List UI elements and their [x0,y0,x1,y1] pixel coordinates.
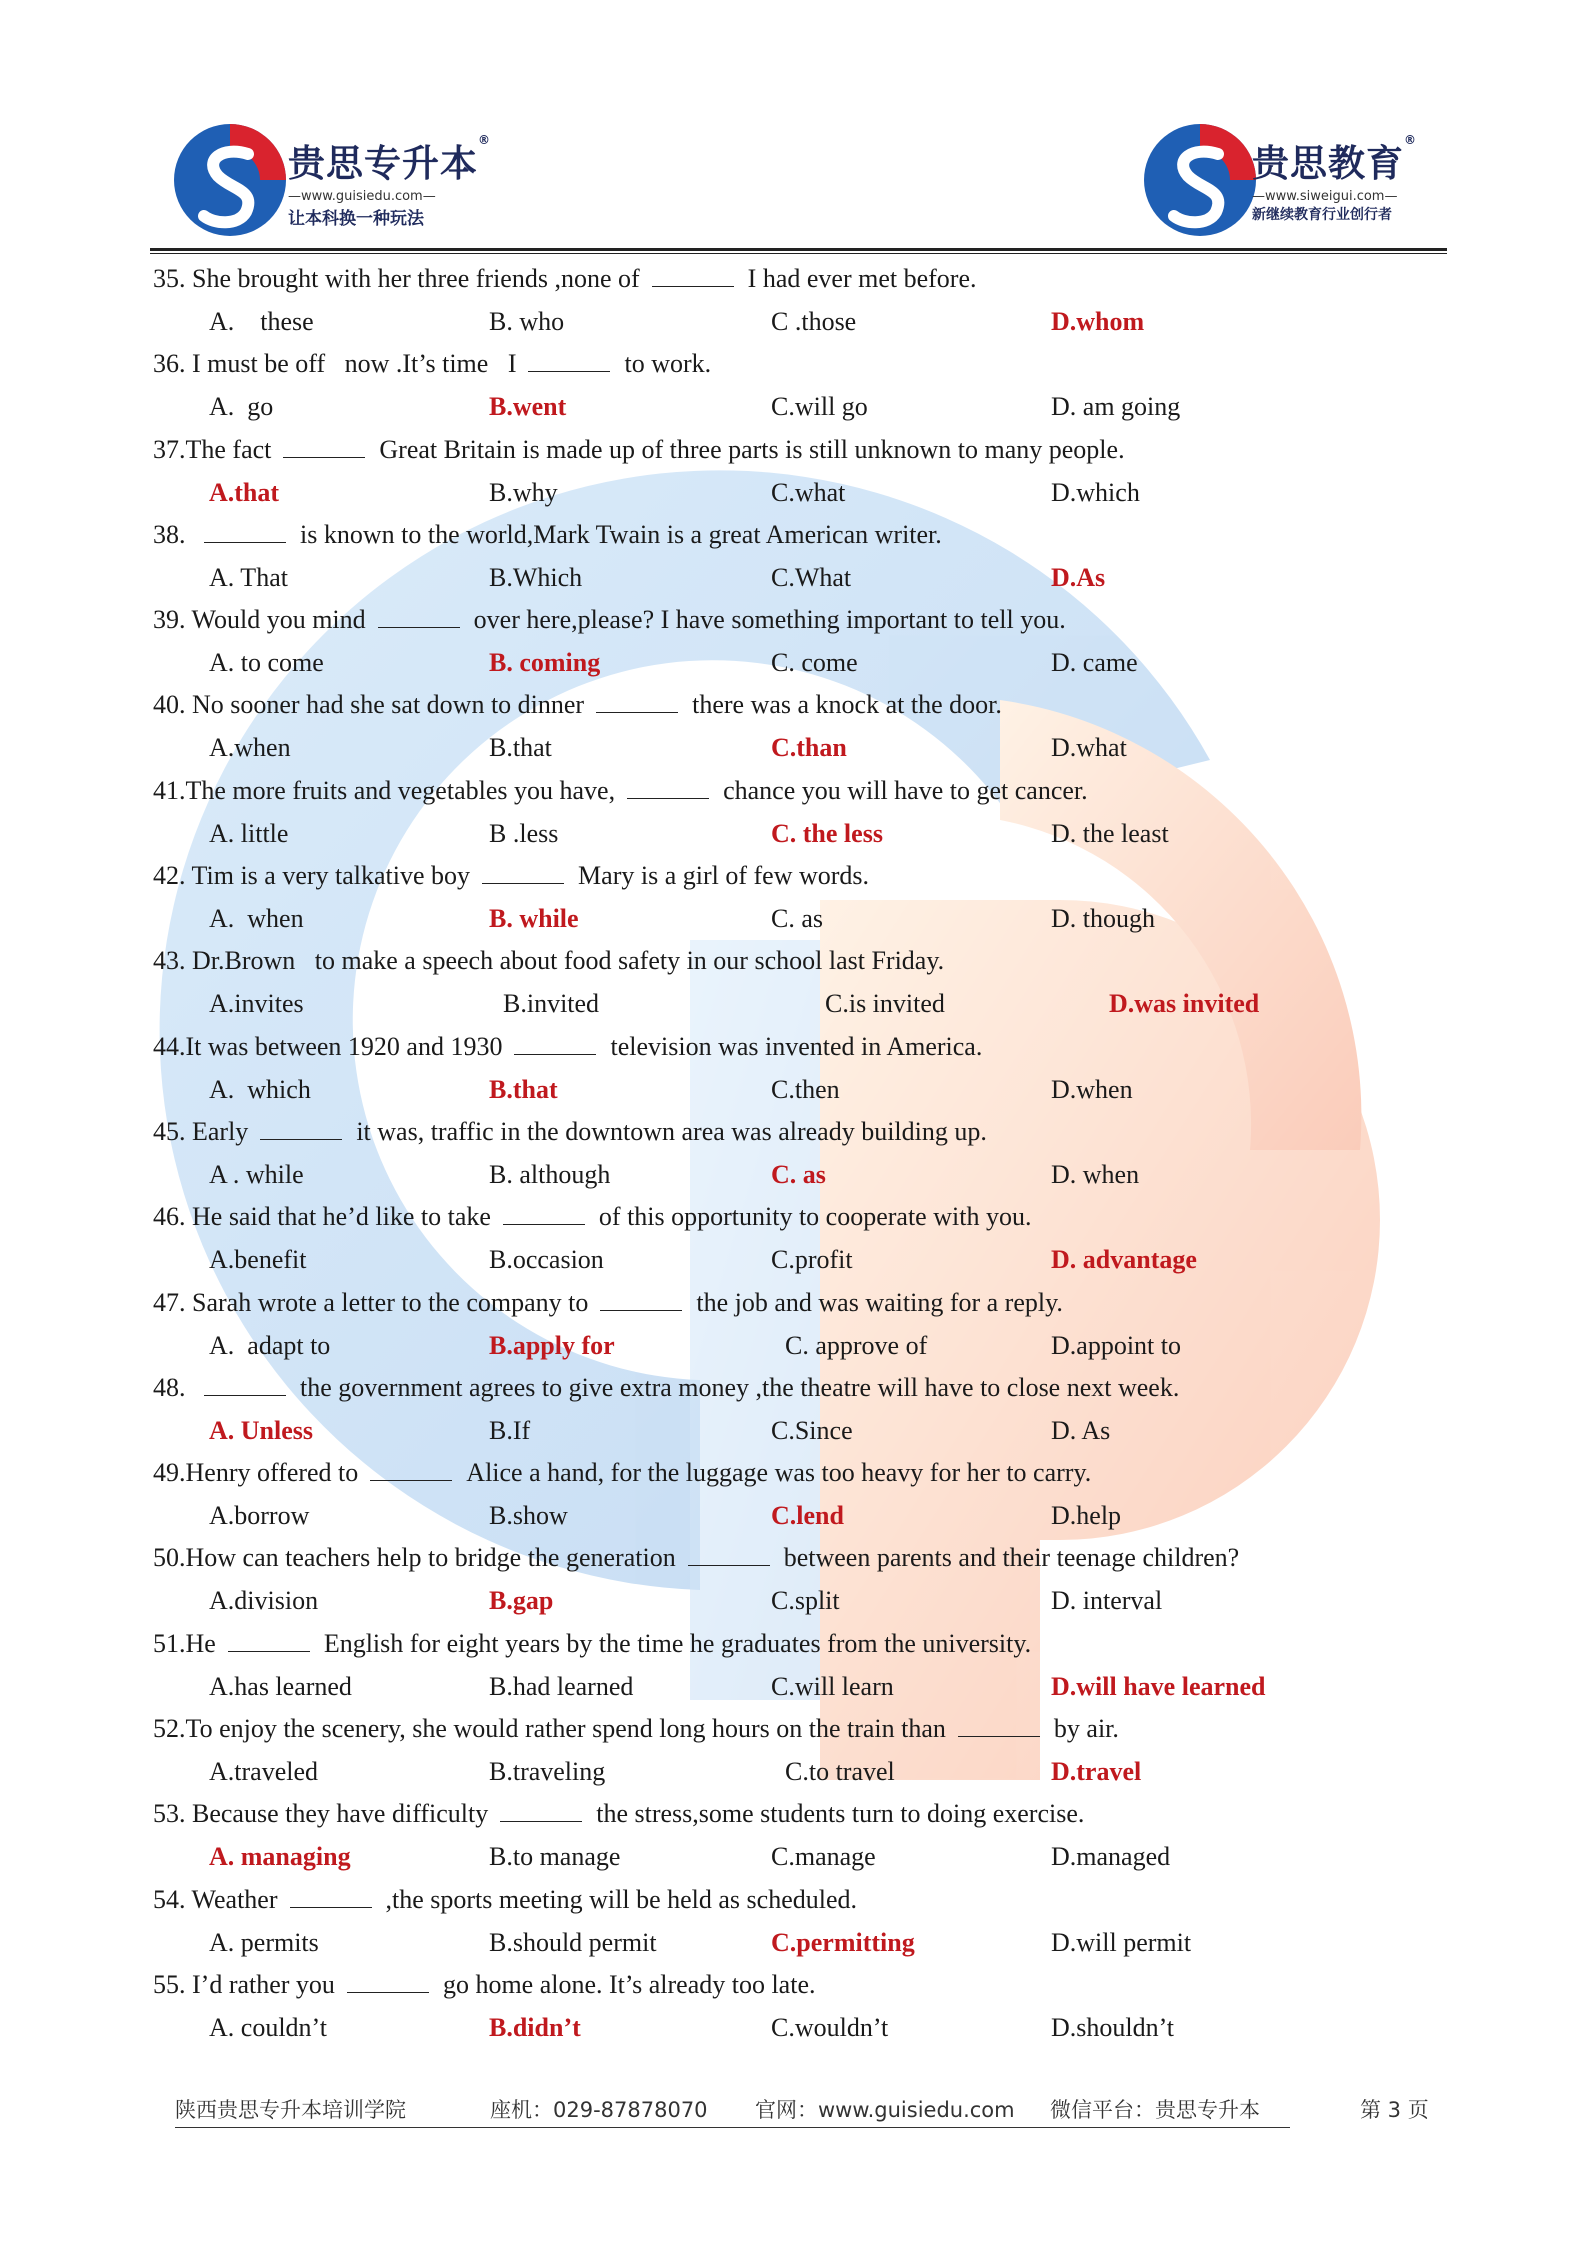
answer-blank [652,264,734,287]
answer-blank [228,1629,310,1652]
option: B. who [489,307,565,336]
question-item [153,1111,1453,1196]
option: A.traveled [209,1757,319,1787]
question-text-after: is known to the world,Mark Twain is a great American writer. [300,519,942,549]
option: B.that [489,733,552,763]
question-number: 51. [153,1628,186,1658]
option: D.what [1051,733,1127,763]
question-text-after: Great Britain is made up of three parts is still unknown to many people. [379,434,1125,464]
question-text-after: of this opportunity to cooperate with you. [598,1202,1032,1232]
question-number: 37. [153,434,186,464]
correct-option: B. while [489,904,579,934]
option: D. though [1051,904,1155,934]
answer-blank [500,1799,582,1822]
answer-blank [347,1970,429,1993]
footer-phone: 座机：029-87878070 [490,2098,708,2122]
answer-blank [260,1117,342,1140]
option: C. approve of [785,1330,928,1360]
question-number: 39. [153,605,186,635]
question-text-after: the job and was waiting for a reply. [696,1287,1063,1317]
question-number: 45. [153,1116,186,1146]
correct-option: B.didn’t [489,2012,581,2042]
question-item [153,1708,1453,1793]
question-number: 41. [153,775,186,805]
question-text-after: by air. [1053,1714,1119,1744]
option: C.then [771,1074,840,1104]
logo-name: 贵思专升本 [288,142,478,185]
question-number: 43. [153,946,186,976]
question-item [153,343,1453,428]
option: A.when [209,733,291,763]
question-number: 49. [153,1458,186,1488]
question-stem [153,1196,1031,1238]
question-text-before: She brought with her three friends ,none of [192,264,640,293]
question-text-before: Sarah wrote a letter to the company to [192,1287,589,1317]
question-number: 36. [153,349,186,379]
question-text-after: between parents and their teenage children? [783,1543,1240,1573]
page-number: 第 3 页 [1360,2098,1429,2122]
question-number: 50. [153,1543,186,1573]
option: B.had learned [489,1671,634,1701]
option: D. came [1051,648,1138,678]
question-item [153,1026,1453,1111]
answer-blank [378,605,460,628]
option: D. interval [1051,1586,1163,1616]
header-divider [150,248,1447,254]
registered-mark: ® [1404,133,1417,147]
question-number: 48. [153,1372,186,1402]
question-text-after: Mary is a girl of few words. [578,861,870,891]
question-item [153,1537,1453,1622]
option: B .less [489,818,559,848]
question-stem [153,1282,1063,1324]
option: A. permits [209,1927,319,1957]
guisi-education-logo [1140,115,1450,245]
option: A. adapt to [209,1330,331,1360]
s-logo-icon [1140,120,1260,240]
question-text-before: The more fruits and vegetables you have, [185,775,616,805]
logo-url: —www.siweigui.com— [1252,189,1398,204]
correct-option: C.than [771,733,847,763]
question-number: 54. [153,1884,186,1914]
option: C.will learn [771,1671,894,1701]
correct-option: B.that [489,1074,558,1104]
question-text-before: He [185,1628,216,1658]
question-number: 38. [153,519,186,549]
option: D.will permit [1051,1927,1192,1957]
question-item [153,684,1453,769]
footer-school: 陕西贵思专升本培训学院 [175,2098,406,2122]
option: D.when [1051,1074,1133,1104]
option: B.should permit [489,1927,657,1957]
answer-blank [503,1202,585,1225]
question-stem [153,1026,982,1068]
logo-tagline: 新继续教育行业创行者 [1252,207,1392,223]
answer-blank [283,435,365,458]
option: B.Which [489,562,583,592]
correct-option: D.was invited [1109,989,1260,1019]
option: A.has learned [209,1671,352,1701]
question-stem [153,1708,1119,1750]
question-stem [153,1111,987,1153]
option: D.shouldn’t [1051,2012,1175,2042]
question-text-after: it was, traffic in the downtown area was already building up. [356,1116,987,1146]
correct-option: C. as [771,1159,826,1189]
option: A.division [209,1586,319,1616]
option: D. when [1051,1159,1140,1189]
question-number: 53. [153,1799,186,1829]
question-stem [153,1537,1239,1579]
footer-website: 官网：www.guisiedu.com [755,2098,1015,2122]
question-stem [153,343,711,385]
question-text-after: Alice a hand, for the luggage was too heavy for her to carry. [466,1458,1092,1488]
question-number: 42. [153,861,186,891]
correct-option: A. Unless [209,1415,314,1445]
question-number: 40. [153,690,186,720]
question-item [153,1964,1453,2049]
question-number: 35. [153,264,186,293]
question-stem [153,1793,1084,1835]
question-text-before: Would you mind [191,605,366,635]
option: C.What [771,562,852,592]
option: C.is invited [825,989,945,1019]
option: A.invites [209,989,304,1019]
option: D. As [1051,1415,1111,1445]
question-text-before: To enjoy the scenery, she would rather spend long hours on the train than [185,1714,946,1744]
option: C.Since [771,1415,853,1445]
footer-wechat: 微信平台：贵思专升本 [1050,2098,1260,2122]
question-text-after: to work. [624,349,712,379]
question-text-after: there was a knock at the door. [692,690,1002,720]
question-stem [153,855,869,897]
s-logo-icon [170,120,290,240]
question-number: 44. [153,1031,186,1061]
question-text-before: Because they have difficulty [192,1799,489,1829]
option: C.what [771,477,846,507]
question-item [153,429,1453,514]
option: A. go [209,392,274,422]
question-item [153,940,1453,1025]
answer-blank [290,1885,372,1908]
question-text-before: I’d rather you [192,1969,335,1999]
guisi-zhuanshengben-logo [170,115,510,245]
question-text-after: ,the sports meeting will be held as scheduled. [385,1884,858,1914]
option: B.traveling [489,1757,606,1787]
answer-blank [204,1373,286,1396]
question-stem [153,1964,815,2006]
correct-option: C. the less [771,818,883,848]
question-item [153,1793,1453,1878]
option: C .those [771,307,857,336]
question-stem [153,599,1066,641]
option: A. little [209,818,289,848]
option: B.to manage [489,1842,621,1872]
question-item [153,1367,1453,1452]
correct-option: A.that [209,477,280,507]
question-stem [153,1623,1031,1665]
footer-underline [175,2127,1290,2128]
correct-option: C.lend [771,1501,844,1531]
answer-blank [482,861,564,884]
logo-url: —www.guisiedu.com— [288,189,436,204]
answer-blank [627,776,709,799]
question-text-after: the stress,some students turn to doing exercise. [596,1799,1085,1829]
question-item [153,855,1453,940]
question-stem [153,940,944,982]
correct-option: D. advantage [1051,1245,1197,1275]
answer-blank [514,1032,596,1055]
answer-blank [204,520,286,543]
option: A. That [209,562,288,592]
question-text-after: chance you will have to get cancer. [723,775,1088,805]
correct-option: D.travel [1051,1757,1142,1787]
option: C.split [771,1586,840,1616]
option: C.profit [771,1245,853,1275]
question-text-after: the government agrees to give extra money ,the theatre will have to close next week. [300,1372,1180,1402]
answer-blank [600,1288,682,1311]
correct-option: D.As [1051,562,1106,592]
correct-option: D.whom [1051,307,1145,336]
question-number: 46. [153,1202,186,1232]
question-text-after: I had ever met before. [747,264,977,293]
question-stem [153,429,1125,471]
answer-blank [688,1543,770,1566]
option: D.help [1051,1501,1122,1531]
option: B. although [489,1159,611,1189]
question-text-before: Henry offered to [185,1458,359,1488]
answer-blank [958,1714,1040,1737]
option: A. to come [209,648,324,678]
question-number: 52. [153,1714,186,1744]
question-item [153,258,1453,343]
question-list [153,258,1453,2049]
question-text-before: Early [192,1116,249,1146]
question-text-before: Weather [191,1884,278,1914]
correct-option: B.went [489,392,567,422]
option: D.which [1051,477,1140,507]
option: B.If [489,1415,531,1445]
option: C.wouldn’t [771,2012,889,2042]
question-stem [153,770,1088,812]
option: C. come [771,648,858,678]
question-stem [153,684,1002,726]
option: C.will go [771,392,868,422]
question-text-before: It was between 1920 and 1930 [185,1031,503,1061]
question-item [153,770,1453,855]
option: A . while [209,1159,304,1189]
correct-option: B. coming [489,648,601,678]
option: D.managed [1051,1842,1171,1872]
option: A. couldn’t [209,2012,327,2042]
correct-option: B.gap [489,1586,554,1616]
question-stem [153,1879,857,1921]
option: B.invited [503,989,600,1019]
answer-blank [370,1458,452,1481]
option: A.borrow [209,1501,310,1531]
question-item [153,599,1453,684]
logo-name: 贵思教育 [1252,142,1404,185]
option: A.benefit [209,1245,307,1275]
question-item [153,1282,1453,1367]
page-footer [175,2094,1455,2134]
option: D. the least [1051,818,1169,848]
question-text-before: No sooner had she sat down to dinner [192,690,585,720]
option: B.show [489,1501,568,1531]
question-text-before: He said that he’d like to take [192,1202,491,1232]
question-text-before: Tim is a very talkative boy [191,861,471,891]
option: A. which [209,1074,311,1104]
option: C.to travel [785,1757,895,1787]
correct-option: A. managing [209,1842,351,1872]
option: D. am going [1051,392,1181,422]
question-number: 55. [153,1969,186,1999]
question-text-after: go home alone. It’s already too late. [442,1969,816,1999]
option: B.occasion [489,1245,604,1275]
logo-tagline: 让本科换一种玩法 [288,209,424,229]
question-text-before: How can teachers help to bridge the generation [185,1543,676,1573]
question-item [153,1879,1453,1964]
question-text-before: Dr.Brown to make a speech about food safety in our school last Friday. [192,946,945,976]
question-item [153,1623,1453,1708]
option: A. when [209,904,304,934]
question-text-before: The fact [185,434,272,464]
answer-blank [528,349,610,372]
question-text-after: English for eight years by the time he graduates from the university. [323,1628,1032,1658]
question-text-after: television was invented in America. [610,1031,983,1061]
question-text-after: over here,please? I have something important to tell you. [473,605,1066,635]
question-item [153,1452,1453,1537]
correct-option: C.permitting [771,1927,915,1957]
option: C. as [771,904,823,934]
question-stem [153,1367,1179,1409]
option: B.why [489,477,558,507]
correct-option: D.will have learned [1051,1671,1266,1701]
question-text-before: I must be off now .It’s time I [192,349,517,379]
question-item [153,1196,1453,1281]
option: C.manage [771,1842,876,1872]
question-item [153,514,1453,599]
correct-option: B.apply for [489,1330,615,1360]
registered-mark: ® [478,133,491,147]
option: D.appoint to [1051,1330,1181,1360]
question-number: 47. [153,1287,186,1317]
page-header [150,115,1450,255]
option: A. these [209,307,314,336]
question-stem [153,514,942,556]
question-stem [153,1452,1091,1494]
answer-blank [596,690,678,713]
question-stem [153,258,977,300]
